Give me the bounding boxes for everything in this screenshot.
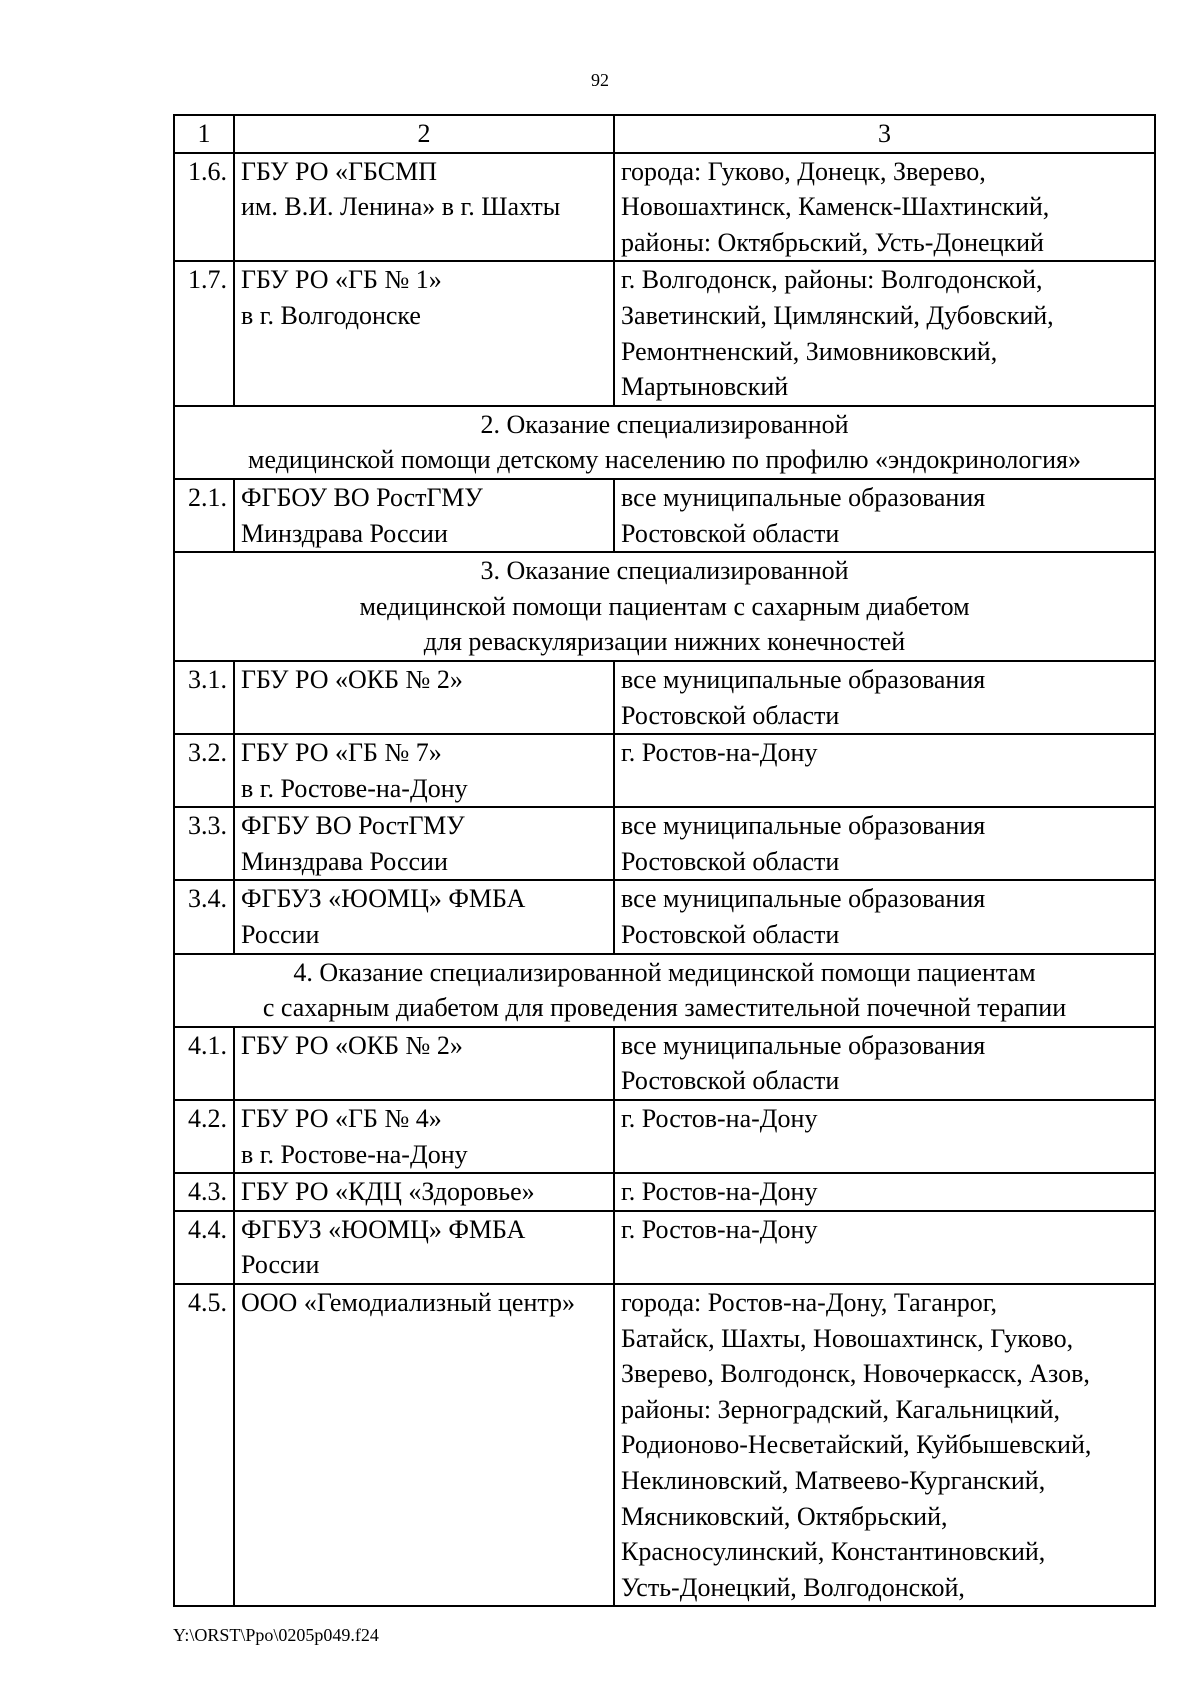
row-number: 3.4. <box>174 880 234 953</box>
section-heading-row <box>174 954 1155 1027</box>
row-number: 4.3. <box>174 1173 234 1211</box>
organization-cell: ФГБОУ ВО РостГМУ Минздрава России <box>234 479 614 552</box>
row-number: 4.1. <box>174 1027 234 1100</box>
table-row <box>174 1211 1155 1284</box>
table-row <box>174 153 1155 262</box>
service-area-cell: г. Ростов-на-Дону <box>614 734 1155 807</box>
service-area-cell: г. Ростов-на-Дону <box>614 1211 1155 1284</box>
service-area-cell: все муниципальные образования Ростовской области <box>614 479 1155 552</box>
section-heading: 4. Оказание специализированной медицинской помощи пациентам с сахарным диабетом для проведения заместительной почечной терапии <box>174 954 1155 1027</box>
row-number: 2.1. <box>174 479 234 552</box>
organization-cell: ФГБУ ВО РостГМУ Минздрава России <box>234 807 614 880</box>
organization-cell: ГБУ РО «ГБ № 7» в г. Ростове-на-Дону <box>234 734 614 807</box>
document-table <box>173 114 1156 1607</box>
row-number: 4.5. <box>174 1284 234 1606</box>
table-row <box>174 1100 1155 1173</box>
service-area-cell: города: Ростов-на-Дону, Таганрог, Батайск, Шахты, Новошахтинск, Гуково, Зверево, Волгодонск, Новочеркасск, Азов, районы: Зерноградский, Кагальницкий, Родионово-Несветайский, Куйбышевский, Неклиновский, Матвеево-Курганский, Мясниковский, Октябрьский, Красносулинский, Константиновский, Усть-Донецкий, Волгодонской, <box>614 1284 1155 1606</box>
service-area-cell: все муниципальные образования Ростовской области <box>614 880 1155 953</box>
organization-cell: ГБУ РО «ОКБ № 2» <box>234 1027 614 1100</box>
table-row <box>174 479 1155 552</box>
row-number: 3.3. <box>174 807 234 880</box>
table-row <box>174 1284 1155 1606</box>
file-path-footer: Y:\ORST\Ppo\0205p049.f24 <box>173 1625 379 1645</box>
section-heading-row <box>174 552 1155 661</box>
table-row <box>174 1027 1155 1100</box>
organization-cell: ФГБУЗ «ЮОМЦ» ФМБА России <box>234 1211 614 1284</box>
section-heading: 3. Оказание специализированной медицинской помощи пациентам с сахарным диабетом для реваскуляризации нижних конечностей <box>174 552 1155 661</box>
column-header-1: 1 <box>174 115 234 153</box>
section-heading: 2. Оказание специализированной медицинской помощи детскому населению по профилю «эндокринология» <box>174 406 1155 479</box>
service-area-cell: все муниципальные образования Ростовской области <box>614 661 1155 734</box>
service-area-cell: все муниципальные образования Ростовской области <box>614 1027 1155 1100</box>
row-number: 4.2. <box>174 1100 234 1173</box>
organization-cell: ГБУ РО «ГБ № 4» в г. Ростове-на-Дону <box>234 1100 614 1173</box>
service-area-cell: г. Волгодонск, районы: Волгодонской, Заветинский, Цимлянский, Дубовский, Ремонтненский, Зимовниковский, Мартыновский <box>614 261 1155 405</box>
section-heading-row <box>174 406 1155 479</box>
organization-cell: ГБУ РО «ГБСМП им. В.И. Ленина» в г. Шахты <box>234 153 614 262</box>
row-number: 3.2. <box>174 734 234 807</box>
organization-cell: ГБУ РО «ОКБ № 2» <box>234 661 614 734</box>
column-header-2: 2 <box>234 115 614 153</box>
organization-cell: ФГБУЗ «ЮОМЦ» ФМБА России <box>234 880 614 953</box>
service-area-cell: все муниципальные образования Ростовской области <box>614 807 1155 880</box>
table-row <box>174 734 1155 807</box>
organization-cell: ООО «Гемодиализный центр» <box>234 1284 614 1606</box>
page-number: 92 <box>591 70 609 90</box>
organization-cell: ГБУ РО «КДЦ «Здоровье» <box>234 1173 614 1211</box>
column-header-3: 3 <box>614 115 1155 153</box>
row-number: 4.4. <box>174 1211 234 1284</box>
table-row <box>174 661 1155 734</box>
table-row <box>174 880 1155 953</box>
row-number: 3.1. <box>174 661 234 734</box>
table-row <box>174 807 1155 880</box>
table-row <box>174 1173 1155 1211</box>
service-area-cell: города: Гуково, Донецк, Зверево, Новошахтинск, Каменск-Шахтинский, районы: Октябрьский, Усть-Донецкий <box>614 153 1155 262</box>
service-area-cell: г. Ростов-на-Дону <box>614 1173 1155 1211</box>
table-header-row <box>174 115 1155 153</box>
table-row <box>174 261 1155 405</box>
service-area-cell: г. Ростов-на-Дону <box>614 1100 1155 1173</box>
row-number: 1.6. <box>174 153 234 262</box>
organization-cell: ГБУ РО «ГБ № 1» в г. Волгодонске <box>234 261 614 405</box>
row-number: 1.7. <box>174 261 234 405</box>
